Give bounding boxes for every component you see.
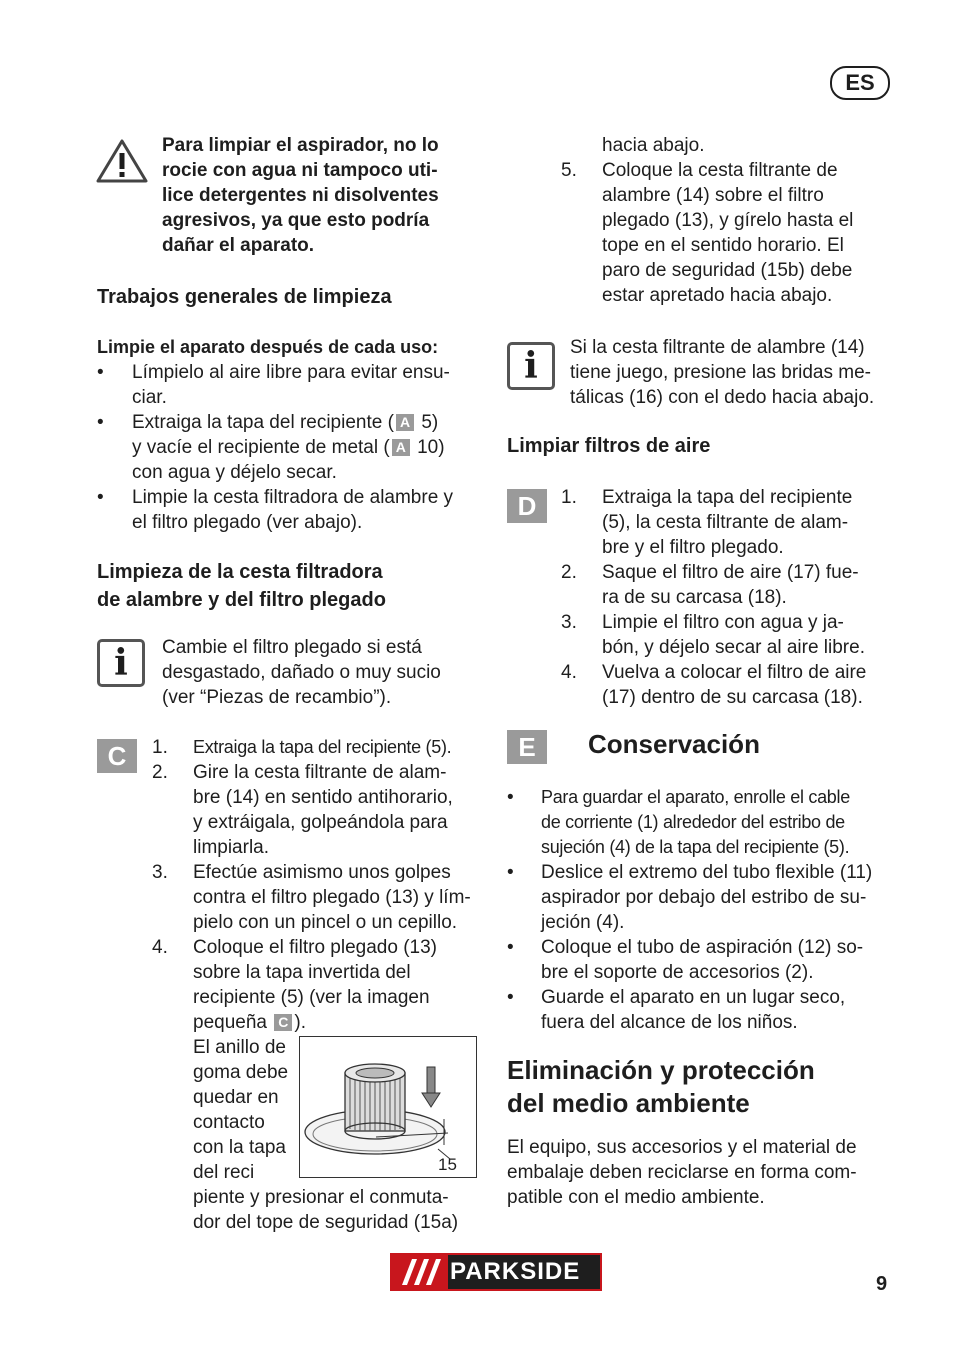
info-icon: i: [507, 342, 555, 390]
section-title-storage: Conservación: [588, 729, 760, 759]
step-number: 1.: [152, 737, 168, 758]
step-text: Extraiga la tapa del recipiente (5), la cesta filtrante de alam- bre y el filtro plegado.: [602, 487, 853, 558]
section-title-air-filters: Limpiar filtros de aire: [507, 435, 711, 457]
info-note: Cambie el filtro plegado si está desgastado, dañado o muy sucio (ver “Piezas de recambio”).: [162, 637, 441, 708]
info-note: Si la cesta filtrante de alambre (14) tiene juego, presione las bridas me- tálicas (16) con el dedo hacia abajo.: [570, 337, 875, 408]
step-text: Extraiga la tapa del recipiente (5).: [193, 737, 452, 757]
step-text: Coloque el filtro plegado (13) sobre la tapa invertida del recipiente (5) (ver la imagen pequeña C ). El anillo de goma debe quedar en contacto con la tapa del reci piente y presionar el conmuta- dor del tope de seguridad (15a): [193, 937, 459, 1233]
small-figure-c: [299, 1036, 477, 1178]
bullet-marker: •: [507, 937, 514, 958]
section-title-filter-basket: Limpieza de la cesta filtradora de alambre y del filtro plegado: [97, 561, 386, 611]
figure-tag-c: C: [97, 739, 137, 773]
figure-tag-d: D: [507, 489, 547, 523]
bullet-marker: •: [507, 787, 514, 808]
figure-tag-a: A: [392, 439, 410, 456]
figure-tag-a: A: [396, 414, 414, 431]
parkside-logo: [390, 1253, 602, 1291]
step-number: 4.: [561, 662, 577, 683]
step-text: Vuelva a colocar el filtro de aire (17) dentro de su carcasa (18).: [602, 662, 867, 708]
list-item: Deslice el extremo del tubo flexible (11) aspirador por debajo del estribo de su- jeción (4).: [541, 862, 873, 933]
warning-icon: [96, 138, 148, 184]
step-number: 5.: [561, 160, 577, 181]
disposal-text: El equipo, sus accesorios y el material de embalaje deben reciclarse en forma com- patible con el medio ambiente.: [507, 1137, 857, 1208]
section-title-disposal: Eliminación y protección del medio ambiente: [507, 1055, 815, 1118]
section-intro: Limpie el aparato después de cada uso:: [97, 337, 439, 357]
warning-text: Para limpiar el aspirador, no lo rocie con agua ni tampoco uti- lice detergentes ni disolventes agresivos, ya que esto podría dañar el aparato.: [162, 135, 439, 256]
step-continuation: hacia abajo.: [602, 135, 705, 156]
language-badge: ES: [830, 66, 890, 100]
step-number: 3.: [152, 862, 168, 883]
list-item: Limpie la cesta filtradora de alambre y el filtro plegado (ver abajo).: [132, 487, 454, 533]
bullet-marker: •: [97, 487, 104, 508]
list-item: Para guardar el aparato, enrolle el cable de corriente (1) alrededor del estribo de sujeción (4) de la tapa del recipiente (5).: [541, 787, 850, 857]
list-item: Coloque el tubo de aspiración (12) so- bre el soporte de accesorios (2).: [541, 937, 864, 983]
list-item: Límpielo al aire libre para evitar ensu- ciar.: [132, 362, 450, 408]
info-icon: i: [97, 639, 145, 687]
page-number: 9: [876, 1273, 888, 1295]
step-number: 1.: [561, 487, 577, 508]
logo-stripes: [392, 1255, 448, 1289]
step-text: Saque el filtro de aire (17) fue- ra de su carcasa (18).: [602, 562, 859, 608]
logo-text: PARKSIDE: [450, 1258, 581, 1285]
figure-tag-e: E: [507, 730, 547, 764]
step-text: Coloque la cesta filtrante de alambre (14) sobre el filtro plegado (13), y gírelo hasta el tope en el sentido horario. El paro de seguridad (15b) debe estar apretado hacia abajo.: [602, 160, 854, 306]
list-item: Guarde el aparato en un lugar seco, fuera del alcance de los niños.: [541, 987, 846, 1033]
step-text: Efectúe asimismo unos golpes contra el filtro plegado (13) y lím- pielo con un pincel o un cepillo.: [193, 862, 471, 933]
bullet-marker: •: [97, 362, 104, 383]
figure-tag-c: C: [274, 1014, 292, 1031]
section-title-general-cleaning: Trabajos generales de limpieza: [97, 286, 392, 308]
step-number: 2.: [561, 562, 577, 583]
list-item: Extraiga la tapa del recipiente ( A 5) y vacíe el recipiente de metal ( A 10) con agua y déjelo secar.: [132, 412, 445, 483]
figure-callout-15: 15: [438, 1155, 457, 1174]
step-text: Gire la cesta filtrante de alam- bre (14) en sentido antihorario, y extráigala, golpeándola para limpiarla.: [193, 762, 453, 858]
step-number: 3.: [561, 612, 577, 633]
step-text: Limpie el filtro con agua y ja- bón, y déjelo secar al aire libre.: [602, 612, 865, 658]
bullet-marker: •: [507, 987, 514, 1008]
step-number: 4.: [152, 937, 168, 958]
step-number: 2.: [152, 762, 168, 783]
bullet-marker: •: [507, 862, 514, 883]
bullet-marker: •: [97, 412, 104, 433]
